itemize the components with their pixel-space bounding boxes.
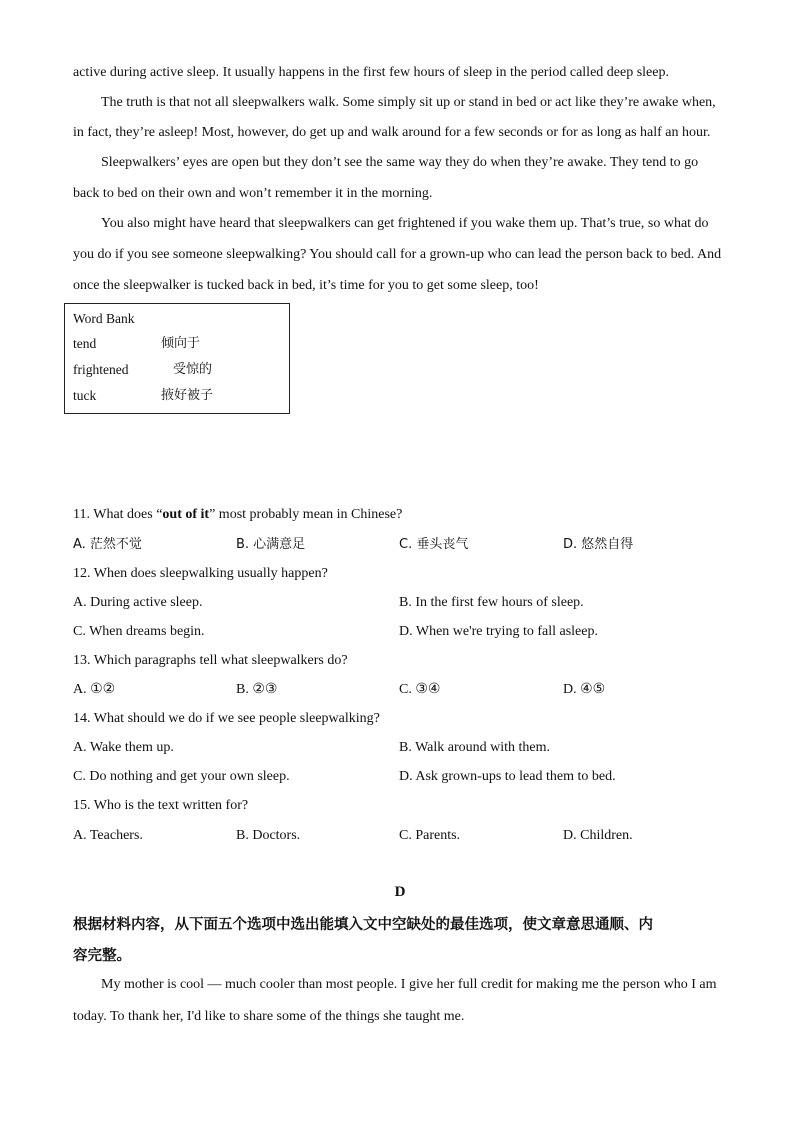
- question-stem-prefix: 11. What does “: [73, 507, 163, 522]
- option-15-a[interactable]: A. Teachers.: [73, 828, 143, 843]
- question-12: 12. When does sleepwalking usually happen?: [73, 566, 328, 581]
- question-stem-bold: out of it: [162, 507, 210, 522]
- question-stem-suffix: ” most probably mean in Chinese?: [209, 507, 403, 522]
- option-12-b[interactable]: B. In the first few hours of sleep.: [399, 595, 584, 610]
- word-bank-title: Word Bank: [73, 311, 135, 326]
- question-13: 13. Which paragraphs tell what sleepwalkers do?: [73, 653, 348, 668]
- option-14-c[interactable]: C. Do nothing and get your own sleep.: [73, 769, 290, 784]
- option-11-d[interactable]: D. 悠然自得: [563, 537, 634, 552]
- passage-line: You also might have heard that sleepwalkers can get frightened if you wake them up. That’s true, so what do: [101, 216, 709, 231]
- passage-line: Sleepwalkers’ eyes are open but they don’t see the same way they do when they’re awake. They tend to go: [101, 155, 699, 170]
- option-12-c[interactable]: C. When dreams begin.: [73, 624, 205, 639]
- section-instruction: 根据材料内容，从下面五个选项中选出能填入文中空缺处的最佳选项，使文章意思通顺、内: [73, 917, 653, 933]
- option-14-a[interactable]: A. Wake them up.: [73, 740, 174, 755]
- option-14-d[interactable]: D. Ask grown-ups to lead them to bed.: [399, 769, 616, 784]
- word-bank-box: [64, 303, 290, 414]
- word-bank-word: frightened: [73, 362, 129, 377]
- option-13-c[interactable]: C. ③④: [399, 682, 441, 697]
- passage-line: you do if you see someone sleepwalking? You should call for a grown-up who can lead the person back to bed. And: [73, 247, 722, 262]
- option-15-b[interactable]: B. Doctors.: [236, 828, 301, 843]
- passage-line: today. To thank her, I'd like to share some of the things she taught me.: [73, 1009, 465, 1024]
- section-heading: D: [394, 884, 406, 900]
- option-12-a[interactable]: A. During active sleep.: [73, 595, 203, 610]
- option-11-c[interactable]: C. 垂头丧气: [399, 537, 469, 552]
- word-bank-word: tuck: [73, 388, 97, 403]
- word-bank-meaning: 倾向于: [161, 336, 201, 351]
- word-bank-meaning: 受惊的: [173, 362, 213, 377]
- passage-line: My mother is cool — much cooler than most people. I give her full credit for making me the person who I am: [101, 977, 717, 992]
- option-11-b[interactable]: B. 心满意足: [236, 537, 306, 552]
- question-15: 15. Who is the text written for?: [73, 798, 249, 813]
- passage-line: back to bed on their own and won’t remember it in the morning.: [73, 186, 433, 201]
- option-13-d[interactable]: D. ④⑤: [563, 682, 606, 697]
- option-13-b[interactable]: B. ②③: [236, 682, 278, 697]
- option-12-d[interactable]: D. When we're trying to fall asleep.: [399, 624, 598, 639]
- passage-line: active during active sleep. It usually happens in the first few hours of sleep in the period called deep sleep.: [73, 65, 669, 80]
- passage-line: The truth is that not all sleepwalkers walk. Some simply sit up or stand in bed or act like they’re awake when,: [101, 95, 716, 110]
- option-13-a[interactable]: A. ①②: [73, 682, 116, 697]
- option-15-d[interactable]: D. Children.: [563, 828, 633, 843]
- option-14-b[interactable]: B. Walk around with them.: [399, 740, 551, 755]
- passage-line: once the sleepwalker is tucked back in bed, it’s time for you to get some sleep, too!: [73, 278, 539, 293]
- question-11: [73, 506, 402, 524]
- option-15-c[interactable]: C. Parents.: [399, 828, 461, 843]
- passage-line: in fact, they’re asleep! Most, however, do get up and walk around for a few seconds or for as long as half an hour.: [73, 125, 711, 140]
- word-bank-word: tend: [73, 336, 97, 351]
- question-14: 14. What should we do if we see people sleepwalking?: [73, 711, 380, 726]
- option-11-a[interactable]: A. 茫然不觉: [73, 537, 142, 552]
- section-instruction: 容完整。: [73, 948, 131, 964]
- word-bank-meaning: 掖好被子: [161, 388, 214, 403]
